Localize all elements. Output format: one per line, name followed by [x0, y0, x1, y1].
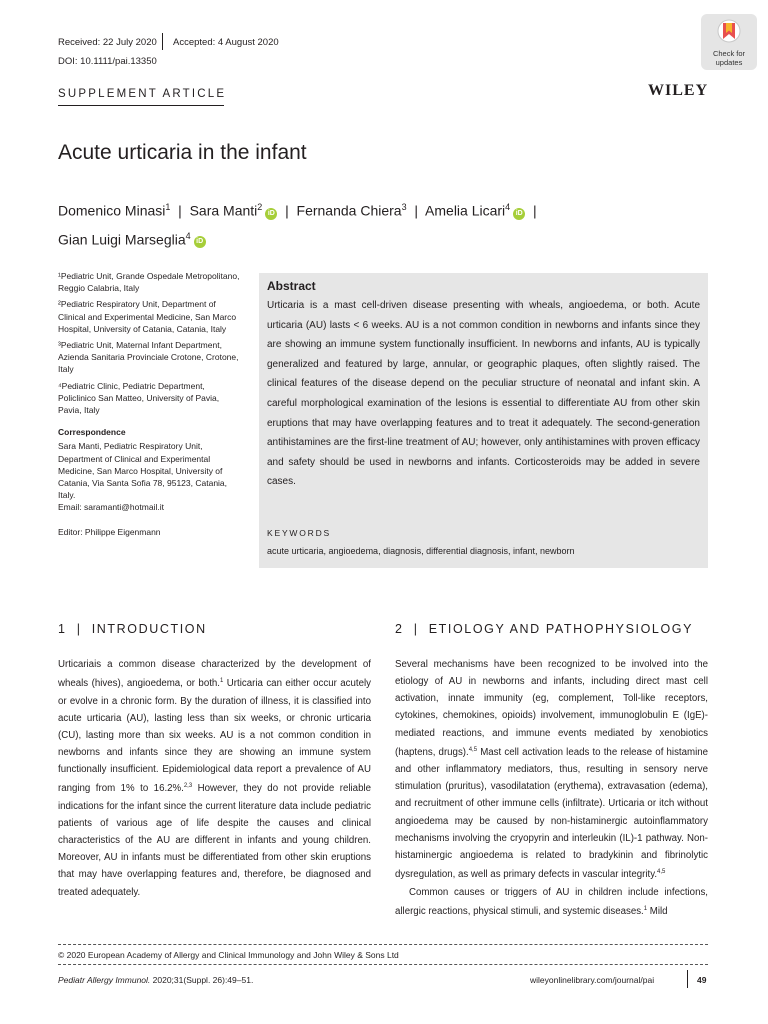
citation-details: 2020;31(Suppl. 26):49–51. [150, 975, 254, 985]
article-type-underline [58, 105, 224, 106]
affiliation: ⁴Pediatric Clinic, Pediatric Department, Policlinico San Matteo, University of Pavia, Pavia, Italy [58, 380, 220, 416]
journal-citation [58, 975, 253, 985]
section-heading-introduction [58, 622, 207, 636]
affiliation: ¹Pediatric Unit, Grande Ospedale Metropolitano, Reggio Calabria, Italy [58, 271, 240, 294]
citation-ref[interactable]: 4,5 [468, 746, 478, 753]
publisher-logo: WILEY [648, 82, 709, 99]
correspondence-email[interactable]: Email: saramanti@hotmail.it [58, 502, 164, 513]
text-run: Urticariais a common disease characterized by the development of wheals (hives), angioedema, or both. [58, 659, 371, 690]
header-divider [162, 33, 163, 50]
author-name[interactable]: Sara Manti [189, 202, 258, 219]
bookmark-icon [701, 14, 757, 50]
text-run: Mild [647, 905, 668, 917]
etiology-text [395, 656, 708, 920]
affiliation-ref: 1 [165, 202, 171, 212]
citation-ref[interactable]: 4,5 [657, 869, 666, 876]
article-type: SUPPLEMENT ARTICLE [58, 88, 227, 100]
affiliation-ref: 2 [257, 202, 263, 212]
introduction-text [58, 656, 371, 901]
copyright: © 2020 European Academy of Allergy and Clinical Immunology and John Wiley & Sons Ltd [58, 950, 399, 960]
abstract-text: Urticaria is a mast cell-driven disease presenting with wheals, angioedema, or both. Acute urticaria (AU) lasts < 6 weeks. AU is a not common condition in newborns and infants since they are showing an immune system functionally insufficient. In newborns and infants, AU is typically generalized and featured by large, annular, or geographic plaques, often slightly raised. The clinical features of the disease depend on the peculiar structure of neonatal and infant skin. A careful morphological examination of the lesions is essential to differentiate AU from other skin eruptions that may have overlapping features and to treat it adequately. The second-generation antihistamines are the first-line treatment of AU; however, only antihistamines with proven efficacy and safety should be used in newborns and infants. Corticosteroids may be added in severe cases. [267, 300, 700, 488]
keywords: acute urticaria, angioedema, diagnosis, differential diagnosis, infant, newborn [267, 546, 575, 556]
affiliation-ref: 4 [185, 230, 191, 241]
journal-name: Pediatr Allergy Immunol. [58, 975, 151, 985]
author-separator: | [414, 202, 419, 219]
orcid-icon[interactable]: iD [194, 236, 206, 248]
affiliation-ref: 3 [401, 202, 407, 212]
received-date: Received: 22 July 2020 [58, 37, 157, 48]
citation-ref[interactable]: 2,3 [183, 783, 193, 790]
author-name[interactable]: Fernanda Chiera [296, 202, 402, 219]
section-separator: | [76, 622, 82, 636]
author-name[interactable]: Gian Luigi Marseglia [58, 231, 186, 248]
author-name[interactable]: Domenico Minasi [58, 202, 166, 219]
text-run: Several mechanisms have been recognized to be involved into the etiology of AU in newborns and infants, including direct mast cell activation, innate immunity (eg, complement, Toll-like receptors, cytokines, chemokines, opioids) involvement, immunoglobulin E (IgE)-mediated reactions, and immune events mediated by xenobiotics (haptens, drugs). [395, 659, 708, 759]
accepted-date: Accepted: 4 August 2020 [173, 37, 279, 48]
check-for-updates-button[interactable] [701, 14, 757, 70]
author-list [58, 195, 688, 252]
section-title: ETIOLOGY AND PATHOPHYSIOLOGY [428, 622, 694, 636]
affiliation: ²Pediatric Respiratory Unit, Department of Clinical and Experimental Medicine, San Marco Hospital, University of Catania, Catania, Italy [58, 299, 237, 334]
section-number: 2 [395, 622, 404, 636]
author-separator: | [532, 202, 537, 219]
abstract-box [259, 273, 708, 568]
journal-url[interactable]: wileyonlinelibrary.com/journal/pai [530, 975, 655, 985]
section-separator: | [413, 622, 419, 636]
keywords-label: KEYWORDS [267, 528, 331, 538]
updates-label: updates [715, 57, 743, 67]
text-run: Common causes or triggers of AU in children include infections, allergic reactions, physical stimuli, and systemic diseases. [395, 886, 708, 917]
page-number: 49 [697, 975, 707, 985]
correspondence-heading: Correspondence [58, 427, 126, 438]
abstract-heading: Abstract [267, 279, 316, 293]
orcid-icon[interactable]: iD [513, 208, 525, 220]
text-run: Mast cell activation leads to the release of histamine and other inflammatory mediators, thus, resulting in sensory nerve stimulation (pruritus), vasodilatation (erythema), extravasation (edema), and recruitment of other immune cells (infiltrate). Urticaria or itch without angioedema may be caused by non-histaminergic autoinflammatory mechanisms involving the cryopyrin and interleukin (IL)-1 pathway. Non-histaminergic angioedema is related to bradykinin and fibrinolytic dysregulation, as well as primary defects in vascular integrity. [395, 747, 709, 881]
author-separator: | [285, 202, 289, 219]
editor: Editor: Philippe Eigenmann [58, 526, 161, 537]
citation-ref[interactable]: 1 [643, 905, 648, 912]
author-separator: | [178, 202, 182, 219]
affiliations [58, 270, 244, 542]
citation-ref[interactable]: 1 [219, 678, 224, 685]
footer-divider [58, 944, 708, 945]
affiliation-ref: 4 [505, 202, 511, 212]
article-title: Acute urticaria in the infant [58, 141, 307, 164]
doi: DOI: 10.1111/pai.13350 [58, 56, 157, 67]
footer-divider [58, 964, 708, 965]
author-name[interactable]: Amelia Licari [425, 202, 506, 219]
section-number: 1 [58, 622, 67, 636]
footer-page-divider [687, 970, 688, 988]
section-title: INTRODUCTION [91, 622, 207, 636]
correspondence-text: Sara Manti, Pediatric Respiratory Unit, Department of Clinical and Experimental Medicine, San Marco Hospital, University of Catania, Via Santa Sofia 78, 95123, Catania, Italy. [58, 441, 228, 501]
text-run: However, they do not provide reliable indications for the infant since the current literature data include pediatric patients of various age of life despite the causes and clinical characteristics of the AU are different in infants and young children. Moreover, AU in infants must be differentiated from other skin eruptions that may have overlapping features and, therefore, be diagnosed and treated adequately. [58, 783, 371, 898]
affiliation: ³Pediatric Unit, Maternal Infant Department, Azienda Sanitaria Provinciale Crotone, Crotone, Italy [58, 340, 239, 375]
orcid-icon[interactable]: iD [265, 208, 277, 220]
text-run: Urticaria can either occur acutely or evolve in a chronic form. By the duration of illness, it is classified into acute urticaria (AU), lasting less than six weeks, or chronic urticaria (CU), lasting more than six weeks. AU is a not common condition in newborns and infants since they are showing an immune system functionally insufficient. Epidemiological data report a prevalence of AU ranging from 1% to 16.2%. [58, 678, 371, 795]
section-heading-etiology [395, 622, 693, 636]
check-for-label: Check for [712, 49, 746, 58]
